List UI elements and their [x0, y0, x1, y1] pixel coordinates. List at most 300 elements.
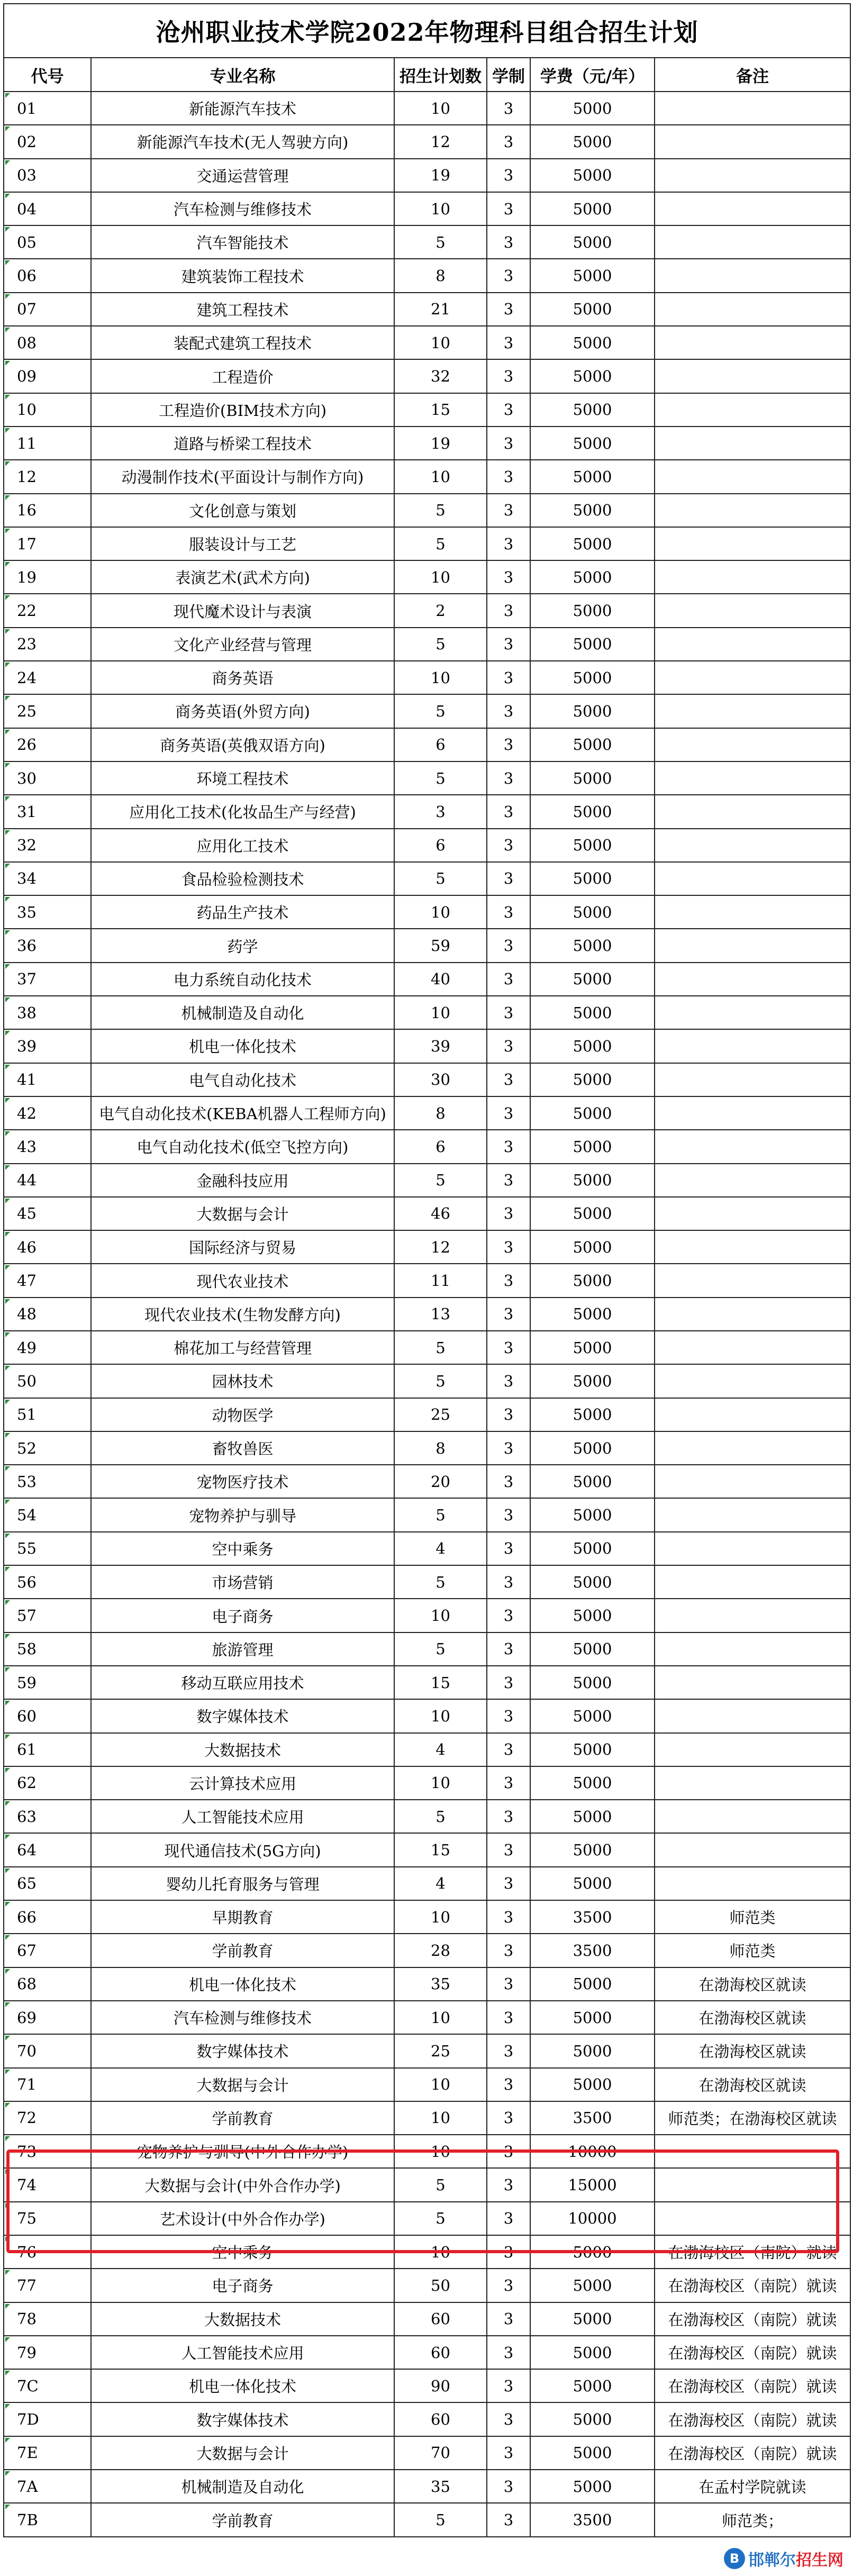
cell-major: 移动互联应用技术: [91, 1666, 394, 1699]
table-row: [4, 1833, 850, 1866]
cell-code: 7A: [4, 2470, 91, 2503]
cell-remark: 在渤海校区（南院）就读: [655, 2402, 850, 2436]
cell-plan: 30: [394, 1063, 487, 1096]
cell-fee: 5000: [530, 2001, 655, 2034]
cell-plan: 5: [394, 2202, 487, 2235]
table-row: [4, 795, 850, 828]
cell-major: 新能源汽车技术: [91, 92, 394, 125]
watermark: [720, 2545, 848, 2572]
cell-years: 3: [487, 1599, 530, 1632]
cell-years: 3: [487, 1364, 530, 1398]
cell-code: 67: [4, 1934, 91, 1967]
cell-plan: 15: [394, 1833, 487, 1866]
cell-code: 53: [4, 1465, 91, 1498]
cell-code: 25: [4, 694, 91, 728]
cell-fee: 5000: [530, 1197, 655, 1230]
cell-major: 表演艺术(武术方向): [91, 560, 394, 594]
cell-major: 交通运营管理: [91, 159, 394, 192]
cell-fee: 5000: [530, 795, 655, 828]
cell-years: 3: [487, 862, 530, 895]
cell-years: 3: [487, 1632, 530, 1666]
cell-remark: [655, 427, 850, 460]
cell-years: 3: [487, 2302, 530, 2336]
cell-remark: [655, 1130, 850, 1163]
cell-plan: 12: [394, 125, 487, 158]
cell-years: 3: [487, 1063, 530, 1096]
table-row: [4, 761, 850, 795]
cell-years: 3: [487, 460, 530, 493]
cell-remark: 在渤海校区就读: [655, 2068, 850, 2101]
cell-fee: 5000: [530, 393, 655, 427]
cell-major: 服装设计与工艺: [91, 527, 394, 560]
cell-plan: 10: [394, 1699, 487, 1733]
cell-remark: 在孟村学院就读: [655, 2470, 850, 2503]
cell-fee: 5000: [530, 1632, 655, 1666]
cell-years: 3: [487, 2068, 530, 2101]
cell-major: 新能源汽车技术(无人驾驶方向): [91, 125, 394, 158]
table-row: [4, 1632, 850, 1666]
cell-major: 数字媒体技术: [91, 2034, 394, 2067]
cell-fee: 5000: [530, 1029, 655, 1063]
cell-code: 36: [4, 929, 91, 962]
cell-years: 3: [487, 1867, 530, 1900]
cell-years: 3: [487, 963, 530, 996]
cell-fee: 5000: [530, 1599, 655, 1632]
cell-code: 49: [4, 1331, 91, 1364]
cell-years: 3: [487, 125, 530, 158]
cell-code: 65: [4, 1867, 91, 1900]
cell-fee: 5000: [530, 1867, 655, 1900]
cell-code: 79: [4, 2336, 91, 2369]
cell-remark: 在渤海校区（南院）就读: [655, 2302, 850, 2336]
cell-fee: 3500: [530, 1900, 655, 1934]
cell-fee: 5000: [530, 761, 655, 795]
cell-plan: 5: [394, 527, 487, 560]
cell-major: 畜牧兽医: [91, 1431, 394, 1465]
cell-years: 3: [487, 1431, 530, 1465]
cell-code: 58: [4, 1632, 91, 1666]
cell-years: 3: [487, 2101, 530, 2135]
cell-remark: 在渤海校区就读: [655, 1967, 850, 2001]
cell-remark: [655, 895, 850, 929]
cell-code: 39: [4, 1029, 91, 1063]
cell-remark: [655, 929, 850, 962]
cell-plan: 10: [394, 326, 487, 359]
cell-plan: 20: [394, 1465, 487, 1498]
cell-plan: 5: [394, 1498, 487, 1531]
cell-plan: 46: [394, 1197, 487, 1230]
cell-major: 电气自动化技术: [91, 1063, 394, 1096]
cell-code: 72: [4, 2101, 91, 2135]
cell-major: 电力系统自动化技术: [91, 963, 394, 996]
cell-remark: [655, 259, 850, 292]
table-row: [4, 1331, 850, 1364]
table-row: [4, 1164, 850, 1197]
cell-fee: 5000: [530, 1230, 655, 1264]
table-row: [4, 460, 850, 493]
cell-fee: 5000: [530, 1833, 655, 1866]
cell-fee: 5000: [530, 427, 655, 460]
cell-plan: 60: [394, 2402, 487, 2436]
table-row: [4, 2336, 850, 2369]
cell-plan: 5: [394, 1364, 487, 1398]
table-row: [4, 2402, 850, 2436]
cell-remark: [655, 1666, 850, 1699]
cell-major: 学前教育: [91, 1934, 394, 1967]
table-row: [4, 92, 850, 125]
cell-years: 3: [487, 661, 530, 694]
cell-years: 3: [487, 1699, 530, 1733]
cell-code: 23: [4, 628, 91, 661]
cell-major: 现代农业技术(生物发酵方向): [91, 1298, 394, 1331]
cell-plan: 4: [394, 1532, 487, 1565]
cell-major: 电子商务: [91, 2269, 394, 2302]
cell-remark: [655, 560, 850, 594]
cell-code: 01: [4, 92, 91, 125]
cell-plan: 10: [394, 460, 487, 493]
cell-plan: 5: [394, 761, 487, 795]
cell-code: 44: [4, 1164, 91, 1197]
cell-code: 63: [4, 1800, 91, 1833]
table-row: [4, 2369, 850, 2402]
cell-major: 园林技术: [91, 1364, 394, 1398]
cell-fee: 5000: [530, 1096, 655, 1130]
cell-code: 09: [4, 359, 91, 393]
cell-years: 3: [487, 393, 530, 427]
cell-plan: 5: [394, 694, 487, 728]
cell-remark: [655, 2135, 850, 2168]
cell-plan: 10: [394, 2101, 487, 2135]
cell-remark: [655, 1800, 850, 1833]
cell-code: 11: [4, 427, 91, 460]
table-row: [4, 2135, 850, 2168]
cell-remark: [655, 1063, 850, 1096]
cell-fee: 5000: [530, 996, 655, 1029]
cell-code: 46: [4, 1230, 91, 1264]
cell-plan: 15: [394, 1666, 487, 1699]
cell-fee: 5000: [530, 159, 655, 192]
table-row: [4, 1666, 850, 1699]
cell-plan: 10: [394, 1599, 487, 1632]
cell-fee: 5000: [530, 1164, 655, 1197]
cell-remark: 师范类；在渤海校区就读: [655, 2101, 850, 2135]
cell-major: 环境工程技术: [91, 761, 394, 795]
cell-plan: 10: [394, 895, 487, 929]
table-row: [4, 1096, 850, 1130]
cell-remark: [655, 761, 850, 795]
table-row: [4, 1264, 850, 1297]
admission-plan-sheet: [3, 3, 850, 2537]
cell-fee: 5000: [530, 1298, 655, 1331]
cell-major: 大数据技术: [91, 2302, 394, 2336]
cell-code: 74: [4, 2168, 91, 2201]
cell-fee: 5000: [530, 2302, 655, 2336]
table-row: [4, 2470, 850, 2503]
cell-major: 电气自动化技术(KEBA机器人工程师方向): [91, 1096, 394, 1130]
cell-major: 旅游管理: [91, 1632, 394, 1666]
cell-fee: 3500: [530, 1934, 655, 1967]
cell-fee: 5000: [530, 326, 655, 359]
cell-years: 3: [487, 1264, 530, 1297]
watermark-logo-icon: B: [724, 2548, 745, 2569]
cell-remark: [655, 1699, 850, 1733]
cell-major: 机电一体化技术: [91, 2369, 394, 2402]
cell-fee: 5000: [530, 862, 655, 895]
cell-remark: [655, 1498, 850, 1531]
admission-plan-table: [3, 3, 851, 2537]
cell-code: 68: [4, 1967, 91, 2001]
cell-major: 金融科技应用: [91, 1164, 394, 1197]
cell-major: 学前教育: [91, 2101, 394, 2135]
table-row: [4, 159, 850, 192]
cell-fee: 5000: [530, 560, 655, 594]
cell-remark: [655, 1096, 850, 1130]
cell-fee: 5000: [530, 929, 655, 962]
cell-remark: [655, 293, 850, 326]
cell-fee: 5000: [530, 494, 655, 527]
cell-remark: [655, 326, 850, 359]
table-row: [4, 560, 850, 594]
cell-years: 3: [487, 92, 530, 125]
cell-remark: [655, 628, 850, 661]
cell-code: 42: [4, 1096, 91, 1130]
cell-fee: 5000: [530, 661, 655, 694]
cell-years: 3: [487, 2503, 530, 2536]
cell-plan: 32: [394, 359, 487, 393]
cell-major: 建筑装饰工程技术: [91, 259, 394, 292]
cell-years: 3: [487, 2135, 530, 2168]
cell-years: 3: [487, 694, 530, 728]
cell-years: 3: [487, 2235, 530, 2269]
cell-major: 棉花加工与经营管理: [91, 1331, 394, 1364]
cell-fee: 10000: [530, 2135, 655, 2168]
cell-major: 文化产业经营与管理: [91, 628, 394, 661]
cell-major: 汽车检测与维修技术: [91, 192, 394, 225]
cell-plan: 10: [394, 1900, 487, 1934]
cell-fee: 5000: [530, 1699, 655, 1733]
table-row: [4, 2068, 850, 2101]
cell-remark: [655, 1230, 850, 1264]
table-row: [4, 963, 850, 996]
cell-years: 3: [487, 795, 530, 828]
cell-years: 3: [487, 1766, 530, 1800]
cell-plan: 10: [394, 2001, 487, 2034]
cell-remark: [655, 1264, 850, 1297]
cell-code: 38: [4, 996, 91, 1029]
cell-code: 52: [4, 1431, 91, 1465]
cell-remark: [655, 1331, 850, 1364]
table-row: [4, 862, 850, 895]
cell-code: 37: [4, 963, 91, 996]
cell-plan: 10: [394, 2235, 487, 2269]
cell-code: 10: [4, 393, 91, 427]
cell-years: 3: [487, 326, 530, 359]
table-row: [4, 996, 850, 1029]
cell-plan: 5: [394, 1164, 487, 1197]
header-major: 专业名称: [91, 58, 394, 92]
cell-remark: [655, 1197, 850, 1230]
cell-major: 现代魔术设计与表演: [91, 594, 394, 627]
cell-remark: 在渤海校区（南院）就读: [655, 2336, 850, 2369]
cell-major: 机械制造及自动化: [91, 2470, 394, 2503]
table-row: [4, 393, 850, 427]
cell-plan: 10: [394, 2135, 487, 2168]
cell-years: 3: [487, 1733, 530, 1766]
cell-remark: [655, 1599, 850, 1632]
cell-code: 17: [4, 527, 91, 560]
cell-years: 3: [487, 2168, 530, 2201]
table-row: [4, 225, 850, 259]
cell-remark: 在渤海校区（南院）就读: [655, 2436, 850, 2470]
cell-plan: 5: [394, 862, 487, 895]
cell-plan: 25: [394, 2034, 487, 2067]
cell-code: 57: [4, 1599, 91, 1632]
cell-years: 3: [487, 1934, 530, 1967]
cell-remark: [655, 359, 850, 393]
table-body: [4, 92, 850, 2537]
cell-code: 22: [4, 594, 91, 627]
cell-major: 机电一体化技术: [91, 1967, 394, 2001]
cell-remark: [655, 1398, 850, 1431]
cell-fee: 5000: [530, 1364, 655, 1398]
cell-plan: 19: [394, 427, 487, 460]
cell-fee: 5000: [530, 92, 655, 125]
cell-fee: 5000: [530, 527, 655, 560]
cell-major: 现代农业技术: [91, 1264, 394, 1297]
table-row: [4, 1130, 850, 1163]
cell-plan: 60: [394, 2302, 487, 2336]
header-remark: 备注: [655, 58, 850, 92]
cell-remark: [655, 393, 850, 427]
cell-major: 动物医学: [91, 1398, 394, 1431]
cell-remark: 师范类: [655, 1900, 850, 1934]
cell-code: 60: [4, 1699, 91, 1733]
cell-major: 大数据与会计: [91, 2436, 394, 2470]
table-row: [4, 1599, 850, 1632]
table-row: [4, 2436, 850, 2470]
cell-fee: 5000: [530, 2436, 655, 2470]
cell-years: 3: [487, 2202, 530, 2235]
cell-remark: [655, 1298, 850, 1331]
cell-code: 35: [4, 895, 91, 929]
cell-fee: 5000: [530, 1733, 655, 1766]
cell-plan: 6: [394, 728, 487, 761]
cell-code: 26: [4, 728, 91, 761]
cell-major: 应用化工技术: [91, 829, 394, 862]
cell-major: 宠物医疗技术: [91, 1465, 394, 1498]
table-row: [4, 1800, 850, 1833]
cell-major: 商务英语: [91, 661, 394, 694]
cell-plan: 10: [394, 192, 487, 225]
cell-major: 道路与桥梁工程技术: [91, 427, 394, 460]
cell-code: 43: [4, 1130, 91, 1163]
cell-remark: 师范类；: [655, 2503, 850, 2536]
cell-years: 3: [487, 895, 530, 929]
cell-major: 婴幼儿托育服务与管理: [91, 1867, 394, 1900]
cell-remark: [655, 795, 850, 828]
cell-code: 54: [4, 1498, 91, 1531]
table-row: [4, 427, 850, 460]
cell-major: 人工智能技术应用: [91, 2336, 394, 2369]
table-row: [4, 1900, 850, 1934]
cell-years: 3: [487, 1498, 530, 1531]
cell-major: 人工智能技术应用: [91, 1800, 394, 1833]
table-row: [4, 1699, 850, 1733]
cell-plan: 5: [394, 1331, 487, 1364]
cell-major: 宠物养护与驯导(中外合作办学): [91, 2135, 394, 2168]
cell-code: 61: [4, 1733, 91, 1766]
cell-fee: 5000: [530, 125, 655, 158]
cell-remark: 在渤海校区（南院）就读: [655, 2369, 850, 2402]
cell-major: 商务英语(外贸方向): [91, 694, 394, 728]
cell-years: 3: [487, 1565, 530, 1599]
cell-years: 3: [487, 427, 530, 460]
cell-major: 学前教育: [91, 2503, 394, 2536]
header-fee: 学费（元/年）: [530, 58, 655, 92]
cell-remark: [655, 594, 850, 627]
cell-code: 03: [4, 159, 91, 192]
cell-fee: 3500: [530, 2503, 655, 2536]
cell-years: 3: [487, 594, 530, 627]
table-row: [4, 125, 850, 158]
cell-major: 早期教育: [91, 1900, 394, 1934]
table-row: [4, 2001, 850, 2034]
table-row: [4, 2101, 850, 2135]
cell-code: 06: [4, 259, 91, 292]
cell-remark: [655, 1532, 850, 1565]
watermark-brand-a: 邯郸尔: [748, 2551, 796, 2570]
cell-plan: 90: [394, 2369, 487, 2402]
cell-plan: 10: [394, 92, 487, 125]
cell-plan: 10: [394, 661, 487, 694]
cell-fee: 5000: [530, 2402, 655, 2436]
cell-years: 3: [487, 2470, 530, 2503]
cell-years: 3: [487, 1967, 530, 2001]
cell-years: 3: [487, 2436, 530, 2470]
cell-years: 3: [487, 1833, 530, 1866]
cell-code: 34: [4, 862, 91, 895]
cell-fee: 5000: [530, 628, 655, 661]
cell-remark: [655, 159, 850, 192]
cell-code: 66: [4, 1900, 91, 1934]
cell-plan: 5: [394, 225, 487, 259]
cell-remark: [655, 125, 850, 158]
table-row: [4, 326, 850, 359]
cell-plan: 10: [394, 560, 487, 594]
cell-remark: [655, 527, 850, 560]
cell-remark: [655, 1431, 850, 1465]
header-code: 代号: [4, 58, 91, 92]
table-row: [4, 1063, 850, 1096]
cell-plan: 5: [394, 1632, 487, 1666]
cell-code: 07: [4, 293, 91, 326]
cell-remark: [655, 1465, 850, 1498]
cell-years: 3: [487, 929, 530, 962]
table-row: [4, 527, 850, 560]
cell-major: 机械制造及自动化: [91, 996, 394, 1029]
cell-remark: [655, 661, 850, 694]
cell-plan: 5: [394, 494, 487, 527]
cell-years: 3: [487, 259, 530, 292]
cell-code: 59: [4, 1666, 91, 1699]
cell-fee: 5000: [530, 895, 655, 929]
cell-major: 建筑工程技术: [91, 293, 394, 326]
cell-years: 3: [487, 1096, 530, 1130]
cell-years: 3: [487, 628, 530, 661]
cell-major: 文化创意与策划: [91, 494, 394, 527]
cell-major: 数字媒体技术: [91, 1699, 394, 1733]
cell-plan: 70: [394, 2436, 487, 2470]
